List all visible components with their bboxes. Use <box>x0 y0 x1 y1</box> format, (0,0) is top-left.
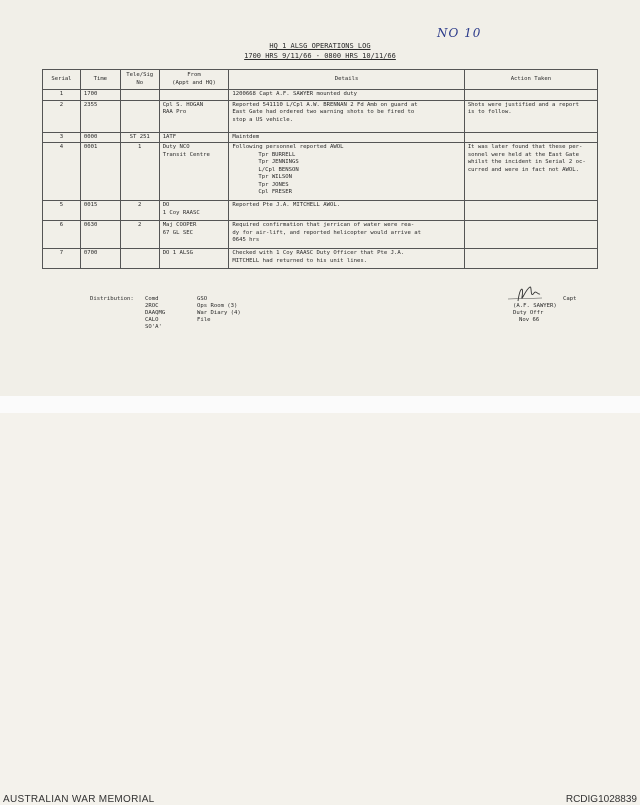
header-from-line2: (Appt and HQ) <box>172 79 216 86</box>
details-line: MITCHELL had returned to his unit lines. <box>232 257 368 264</box>
from-line: 1ATF <box>162 133 177 140</box>
log-body <box>43 90 598 269</box>
cell-from <box>159 201 229 221</box>
cell-details <box>229 201 464 221</box>
cell-serial <box>43 100 81 132</box>
serial-value: 6 <box>59 222 64 228</box>
signature-appt: Duty Offr <box>513 310 544 316</box>
cell-details <box>229 143 464 201</box>
from-line: Duty NCO <box>162 144 190 150</box>
personnel-name: Cpl FRESER <box>258 189 293 195</box>
time-value: 0015 <box>83 202 98 208</box>
cell-time <box>80 143 120 201</box>
header-tele-line2: No <box>136 79 144 86</box>
cell-tele <box>120 201 159 221</box>
action-line: Shots were justified and a report <box>467 101 579 108</box>
header-time: Time <box>80 70 120 90</box>
cell-from <box>159 90 229 101</box>
document-sheet <box>0 0 640 396</box>
operations-log-table <box>42 69 598 269</box>
personnel-name: Tpr JENNINGS <box>258 159 299 165</box>
cell-tele <box>120 143 159 201</box>
distribution-item: Ops Room (3) <box>197 303 238 309</box>
cell-action <box>464 90 597 101</box>
action-line: is to follow. <box>467 109 512 115</box>
from-line: 1 Coy RAASC <box>162 209 200 216</box>
tele-value: ST 251 <box>129 133 150 140</box>
distribution-item: SO'A' <box>145 324 162 330</box>
cell-serial <box>43 249 81 269</box>
signature-block <box>513 296 576 324</box>
action-line: It was later found that these per- <box>467 144 583 150</box>
cell-time <box>80 221 120 249</box>
cell-from <box>159 249 229 269</box>
details-line: 1200668 Capt A.F. SAWYER mounted duty <box>232 91 357 97</box>
cell-tele <box>120 221 159 249</box>
serial-value: 5 <box>59 202 64 208</box>
from-line: RAA Pro <box>162 109 187 115</box>
details-line: Checked with 1 Coy RAASC Duty Officer that Pte J.A. <box>232 250 405 256</box>
serial-value: 2 <box>59 101 64 108</box>
serial-value: 1 <box>59 91 64 97</box>
distribution-item: 2ROC <box>145 303 159 309</box>
archive-footer-bar <box>0 396 640 805</box>
action-line: curred and were in fact not AWOL. <box>467 166 579 173</box>
cell-serial <box>43 90 81 101</box>
cell-serial <box>43 143 81 201</box>
cell-time <box>80 90 120 101</box>
header-serial: Serial <box>43 70 81 90</box>
cell-tele <box>120 90 159 101</box>
table-row <box>43 221 598 249</box>
signature-date: Nov 66 <box>519 317 540 323</box>
tele-value: 2 <box>138 222 142 228</box>
details-line: Required confirmation that jerrican of water were rea- <box>232 222 415 228</box>
from-line: DO <box>162 202 170 208</box>
cell-action <box>464 201 597 221</box>
details-line: Following personnel reported AWOL <box>232 144 344 150</box>
time-value: 0001 <box>83 144 98 150</box>
serial-value: 7 <box>59 250 64 256</box>
cell-action <box>464 100 597 132</box>
tele-value: 1 <box>138 144 142 150</box>
cell-details <box>229 132 464 143</box>
time-value: 2355 <box>83 101 98 108</box>
cell-from <box>159 221 229 249</box>
time-value: 0700 <box>83 250 98 256</box>
signature-name: (A.F. SAWYER) <box>513 303 557 309</box>
cell-details <box>229 249 464 269</box>
personnel-name: Tpr JONES <box>258 181 289 188</box>
cell-action <box>464 221 597 249</box>
archive-name: AUSTRALIAN WAR MEMORIAL <box>3 794 155 805</box>
details-line: dy for air-lift, and reported helicopter would arrive at <box>232 229 421 236</box>
cell-serial <box>43 221 81 249</box>
details-line: 0645 hrs <box>232 237 260 243</box>
tele-value: 2 <box>138 202 142 208</box>
header-tele-line1: Tele/Sig <box>126 72 154 78</box>
cell-details <box>229 100 464 132</box>
details-line: East Gate had ordered two warning shots to be fired to <box>232 109 415 115</box>
details-line: stop a US vehicle. <box>232 116 293 123</box>
personnel-name: Tpr WILSON <box>258 174 293 180</box>
cell-tele <box>120 132 159 143</box>
distribution-item: GSO <box>197 296 208 302</box>
table-row <box>43 143 598 201</box>
distribution-item: DAAQMG <box>145 310 166 316</box>
distribution-item: Comd <box>145 296 159 302</box>
cell-time <box>80 100 120 132</box>
header-from-line1: From <box>187 72 201 78</box>
cell-serial <box>43 201 81 221</box>
from-line: DO 1 ALSG <box>162 250 193 256</box>
signature-rank: Capt <box>563 296 577 302</box>
table-row <box>43 132 598 143</box>
log-title: HQ 1 ALSG OPERATIONS LOG <box>269 42 371 50</box>
table-row <box>43 201 598 221</box>
header-details: Details <box>229 70 464 90</box>
table-row <box>43 100 598 132</box>
cell-from <box>159 143 229 201</box>
personnel-name: Tpr BURRELL <box>258 151 296 158</box>
distribution-item: War Diary (4) <box>197 310 241 316</box>
cell-details <box>229 90 464 101</box>
cell-serial <box>43 132 81 143</box>
cell-from <box>159 132 229 143</box>
cell-action <box>464 143 597 201</box>
from-line: 67 GL SEC <box>162 229 193 236</box>
cell-from <box>159 100 229 132</box>
header-row <box>43 70 598 90</box>
time-value: 1700 <box>83 91 98 97</box>
details-line: Reported 541110 L/Cpl A.W. BRENNAN 2 Fd Amb on guard at <box>232 101 418 108</box>
details-line: Reported Pte J.A. MITCHELL AWOL. <box>232 202 341 208</box>
header-action: Action Taken <box>464 70 597 90</box>
from-line: Cpl S. HOGAN <box>162 101 204 108</box>
distribution-item: CALO <box>145 317 159 323</box>
action-line: whilst the incident in Serial 2 oc- <box>467 159 586 165</box>
time-value: 0630 <box>83 222 98 228</box>
archive-reference: RCDIG1028839 <box>565 794 637 805</box>
cell-tele <box>120 249 159 269</box>
table-row <box>43 90 598 101</box>
handwritten-number: NO 10 <box>437 26 482 40</box>
header-from <box>159 70 229 90</box>
cell-details <box>229 221 464 249</box>
cell-time <box>80 201 120 221</box>
table-row <box>43 249 598 269</box>
cell-time <box>80 132 120 143</box>
log-period: 1700 HRS 9/11/66 - 0800 HRS 10/11/66 <box>244 52 396 60</box>
serial-value: 4 <box>59 144 64 150</box>
cell-time <box>80 249 120 269</box>
from-line: Maj COOPER <box>162 222 197 228</box>
personnel-name: L/Cpl BENSON <box>258 166 299 173</box>
from-line: Transit Centre <box>162 151 210 158</box>
cell-action <box>464 249 597 269</box>
cell-action <box>464 132 597 143</box>
distribution-list-1 <box>145 296 165 331</box>
details-line: Maintdem <box>232 133 260 140</box>
time-value: 0000 <box>83 133 98 140</box>
cell-tele <box>120 100 159 132</box>
distribution-item: File <box>197 317 211 323</box>
action-line: sonnel were held at the East Gate <box>467 151 579 158</box>
distribution-list-2 <box>197 296 241 324</box>
serial-value: 3 <box>59 133 64 140</box>
distribution-label: Distribution: <box>90 296 134 302</box>
header-tele <box>120 70 159 90</box>
